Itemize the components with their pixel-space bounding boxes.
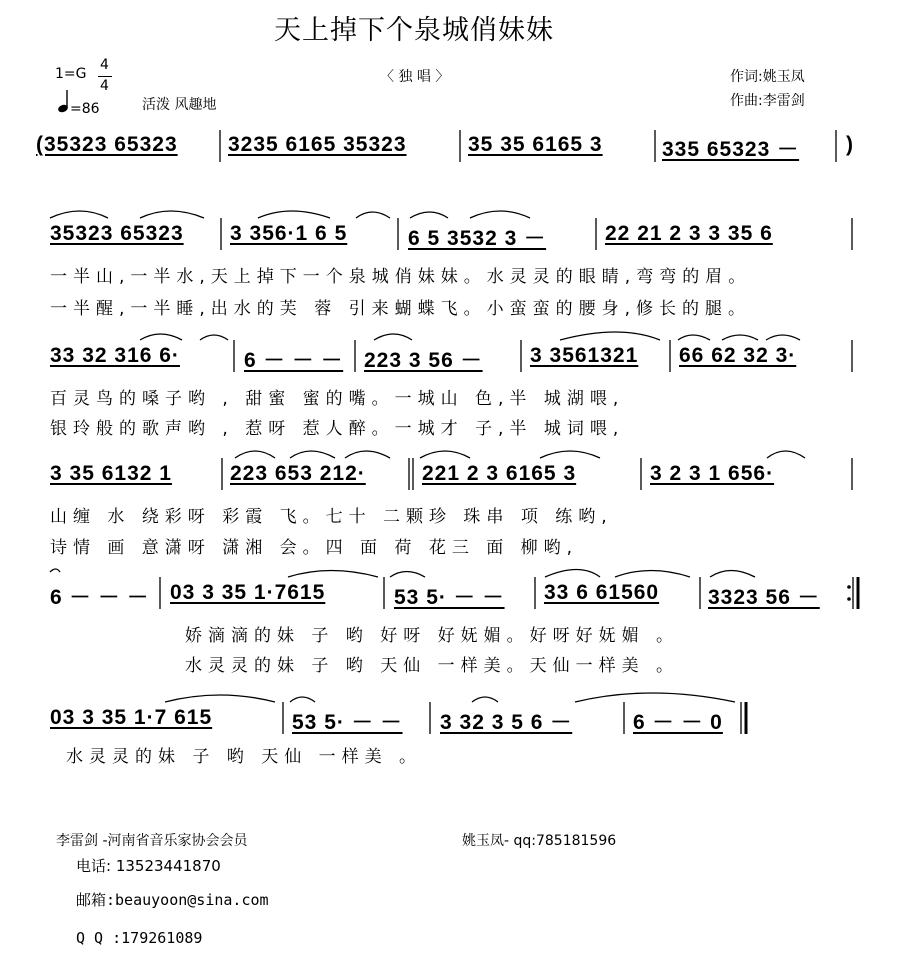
composer-info: 李雷剑 -河南省音乐家协会会员: [56, 833, 248, 849]
contact-email: 邮箱:beauyoon@sina.com: [76, 891, 269, 909]
line2-bar-4: 3 3561321: [530, 344, 639, 367]
tempo-marking: =86: [70, 101, 100, 117]
lyricist-info: 姚玉凤- qq:785181596: [462, 833, 617, 849]
line5-bar-2: 53 5· － －: [292, 711, 403, 734]
line2-lyrics-verse1: 百灵鸟的嗓子哟 , 甜蜜 蜜的嘴。一城山 色,半 城湖喂,: [50, 389, 625, 409]
line3-bar-2: 223 653 212·: [230, 462, 366, 485]
time-signature-bottom: 4: [100, 78, 109, 94]
intro-bar-1: (35323 65323: [36, 133, 178, 156]
line3-bar-3: 221 2 3 6165 3: [422, 462, 577, 485]
line4-bar-5: 3323 56 －: [708, 586, 820, 609]
line3-bar-1: 3 35 6132 1: [50, 462, 172, 485]
line3-lyrics-verse1: 山缠 水 绕彩呀 彩霞 飞。七十 二颗珍 珠串 项 练哟,: [50, 507, 613, 527]
line1-bar-2: 3 356·1 6 5: [230, 222, 348, 245]
line2-bar-2: 6 － － －: [244, 349, 344, 372]
song-title: 天上掉下个泉城俏妹妹: [274, 15, 554, 46]
line5-bar-3: 3 32 3 5 6 －: [440, 711, 573, 734]
line3-bar-4: 3 2 3 1 656·: [650, 462, 775, 485]
time-signature-top: 4: [100, 57, 109, 73]
line1-bar-1: 35323 65323: [50, 222, 184, 245]
line1-bar-3: 6 5 3532 3 －: [408, 227, 547, 250]
intro-bar-3: 35 35 6165 3: [468, 133, 603, 156]
contact-phone: 电话: 13523441870: [76, 857, 221, 875]
line2-bar-5: 66 62 32 3·: [679, 344, 797, 367]
line4-bar-3: 53 5· － －: [394, 586, 505, 609]
contact-qq: Q Q :179261089: [76, 929, 203, 947]
intro-bar-4: 335 65323 －: [662, 138, 800, 161]
line4-lyrics-verse2: 水灵灵的妹 子 哟 天仙 一样美。天仙一样美 。: [185, 656, 680, 676]
line1-lyrics-verse2: 一半醒,一半睡,出水的芙 蓉 引来蝴蝶飞。小蛮蛮的腰身,修长的腿。: [50, 299, 752, 319]
line2-bar-1: 33 32 316 6·: [50, 344, 180, 367]
line3-lyrics-verse2: 诗情 画 意潇呀 潇湘 会。四 面 荷 花三 面 柳哟,: [50, 538, 579, 558]
lyricist-credit: 作词:姚玉凤: [730, 69, 805, 85]
voice-label: 〈 独 唱 〉: [380, 69, 450, 85]
line5-bar-1: 03 3 35 1·7 615: [50, 706, 213, 729]
line1-bar-4: 22 21 2 3 3 35 6: [605, 222, 773, 245]
intro-close: ): [846, 133, 854, 156]
line2-lyrics-verse2: 银玲般的歌声哟 , 惹呀 惹人醉。一城才 子,半 城词喂,: [50, 419, 625, 439]
line4-bar-1: 6 － － －: [50, 586, 150, 609]
line4-bar-4: 33 6 61560: [544, 581, 660, 604]
line2-bar-3: 223 3 56 －: [364, 349, 483, 372]
line4-bar-2: 03 3 35 1·7615: [170, 581, 326, 604]
line4-lyrics-verse1: 娇滴滴的妹 子 哟 好呀 好妩媚。好呀好妩媚 。: [185, 626, 680, 646]
composer-credit: 作曲:李雷剑: [730, 93, 805, 109]
key-signature: 1=G: [55, 66, 87, 82]
line1-lyrics-verse1: 一半山,一半水,天上掉下一个泉城俏妹妹。水灵灵的眼睛,弯弯的眉。: [50, 267, 752, 287]
line5-lyrics: 水灵灵的妹 子 哟 天仙 一样美 。: [66, 747, 423, 767]
expression-marking: 活泼 风趣地: [142, 97, 217, 113]
intro-bar-2: 3235 6165 35323: [228, 133, 407, 156]
line5-bar-4: 6 － － 0: [633, 711, 723, 734]
